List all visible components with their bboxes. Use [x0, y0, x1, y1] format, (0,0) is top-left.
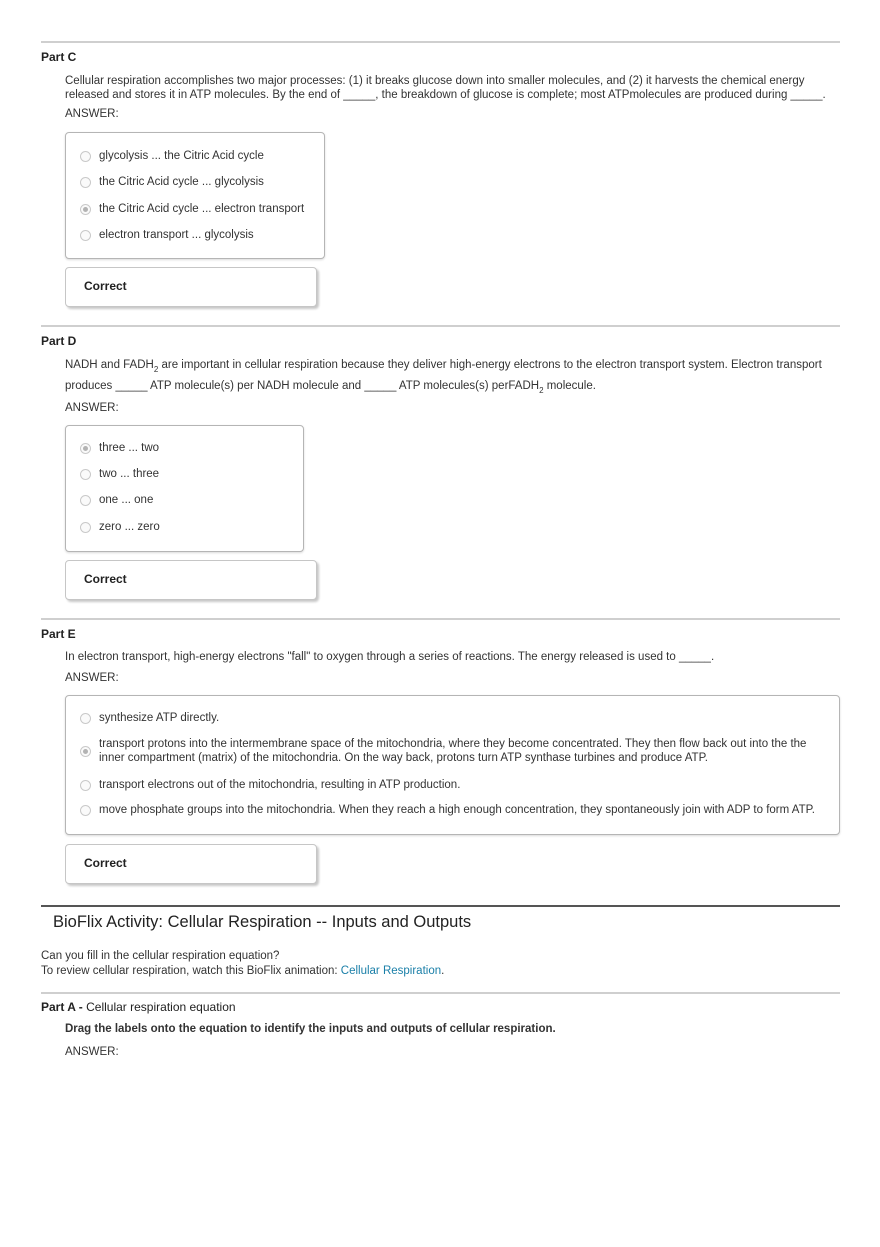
part-c-option[interactable] [80, 149, 312, 163]
question-text: are important in cellular respiration because they deliver high-energy electrons to the electron transport system. Electron transport produces _____ ATP molecule(s) per NADH molecule and _____ ATP molecules(s) perFADH [65, 359, 822, 392]
part-a-label: Part A - [41, 1000, 87, 1014]
part-e-result [65, 844, 317, 884]
radio-button[interactable] [80, 780, 91, 791]
option-label: transport electrons out of the mitochondria, resulting in ATP production. [99, 779, 461, 791]
intro-text: To review cellular respiration, watch this BioFlix animation: [41, 965, 341, 977]
intro-text: . [441, 965, 445, 977]
option-label: zero ... zero [99, 521, 160, 533]
part-a-subtitle: Cellular respiration equation [86, 1000, 236, 1014]
part-d-title: Part D [41, 334, 77, 348]
intro-line [41, 964, 444, 979]
part-e-answer-label: ANSWER: [65, 672, 119, 684]
radio-button-selected[interactable] [80, 746, 91, 757]
radio-button[interactable] [80, 713, 91, 724]
part-c-answer-label: ANSWER: [65, 108, 119, 120]
radio-button[interactable] [80, 230, 91, 241]
option-label: glycolysis ... the Citric Acid cycle [99, 150, 264, 162]
part-d-answer-label: ANSWER: [65, 402, 119, 414]
part-e-title: Part E [41, 627, 76, 641]
part-c-option[interactable] [80, 175, 312, 189]
radio-button[interactable] [80, 522, 91, 533]
bioflix-intro [41, 949, 444, 979]
radio-button[interactable] [80, 151, 91, 162]
part-c-title: Part C [41, 50, 77, 64]
option-label: the Citric Acid cycle ... electron transport [99, 203, 305, 215]
option-label: the Citric Acid cycle ... glycolysis [99, 176, 264, 188]
part-e-options [65, 695, 840, 835]
radio-button-selected[interactable] [80, 204, 91, 215]
result-label: Correct [84, 279, 127, 293]
option-label: three ... two [99, 442, 160, 454]
option-label: two ... three [99, 468, 160, 480]
part-c-options [65, 132, 325, 259]
option-label: synthesize ATP directly. [99, 712, 220, 724]
part-d-option[interactable] [80, 493, 291, 507]
result-label: Correct [84, 856, 127, 870]
subscript: 2 [539, 386, 544, 395]
part-d-option[interactable] [80, 467, 291, 481]
part-e-option[interactable] [80, 711, 827, 725]
radio-button-selected[interactable] [80, 443, 91, 454]
divider [41, 325, 840, 327]
part-e-option[interactable] [80, 778, 827, 792]
section-divider [41, 905, 840, 907]
radio-button[interactable] [80, 805, 91, 816]
divider [41, 618, 840, 620]
option-label: transport protons into the intermembrane space of the mitochondria, where they become concentrated. They then flow back out into the the inner compartment (matrix) of the mitochondria. On the way back, protons turn ATP synthase turbines and produce ATP. [99, 738, 807, 764]
intro-line: Can you fill in the cellular respiration equation? [41, 950, 280, 962]
part-e-option[interactable] [80, 737, 827, 765]
part-e-option[interactable] [80, 803, 827, 817]
option-label: electron transport ... glycolysis [99, 229, 254, 241]
result-label: Correct [84, 572, 127, 586]
part-d-option[interactable] [80, 520, 291, 534]
part-e-question: In electron transport, high-energy electrons "fall" to oxygen through a series of reactions. The energy released is used to _____. [65, 651, 715, 663]
part-a-answer-label: ANSWER: [65, 1046, 119, 1058]
option-label: one ... one [99, 494, 154, 506]
part-c-option[interactable] [80, 228, 312, 242]
part-a-instruction: Drag the labels onto the equation to identify the inputs and outputs of cellular respiration. [65, 1023, 556, 1035]
divider [41, 992, 840, 994]
radio-button[interactable] [80, 495, 91, 506]
radio-button[interactable] [80, 469, 91, 480]
question-text: molecule. [543, 380, 596, 392]
question-text: NADH and FADH [65, 359, 154, 371]
part-c-option[interactable] [80, 202, 312, 216]
subscript: 2 [153, 365, 159, 374]
part-d-question [65, 357, 840, 399]
option-label: move phosphate groups into the mitochondria. When they reach a high enough concentration, they spontaneously join with ADP to form ATP. [99, 804, 815, 816]
section-title: BioFlix Activity: Cellular Respiration -- Inputs and Outputs [53, 913, 472, 931]
part-d-result [65, 560, 317, 600]
part-a-title [41, 1000, 236, 1014]
divider [41, 41, 840, 43]
part-d-option[interactable] [80, 441, 291, 455]
radio-button[interactable] [80, 177, 91, 188]
part-c-question: Cellular respiration accomplishes two major processes: (1) it breaks glucose down into smaller molecules, and (2) it harvests the chemical energy released and stores it in ATP molecules. By the end of _____, the breakdown of glucose is complete; most ATPmolecules are produced during _____. [65, 75, 826, 101]
cellular-respiration-link[interactable]: Cellular Respiration [340, 965, 442, 977]
part-d-options [65, 425, 304, 552]
part-c-result [65, 267, 317, 307]
